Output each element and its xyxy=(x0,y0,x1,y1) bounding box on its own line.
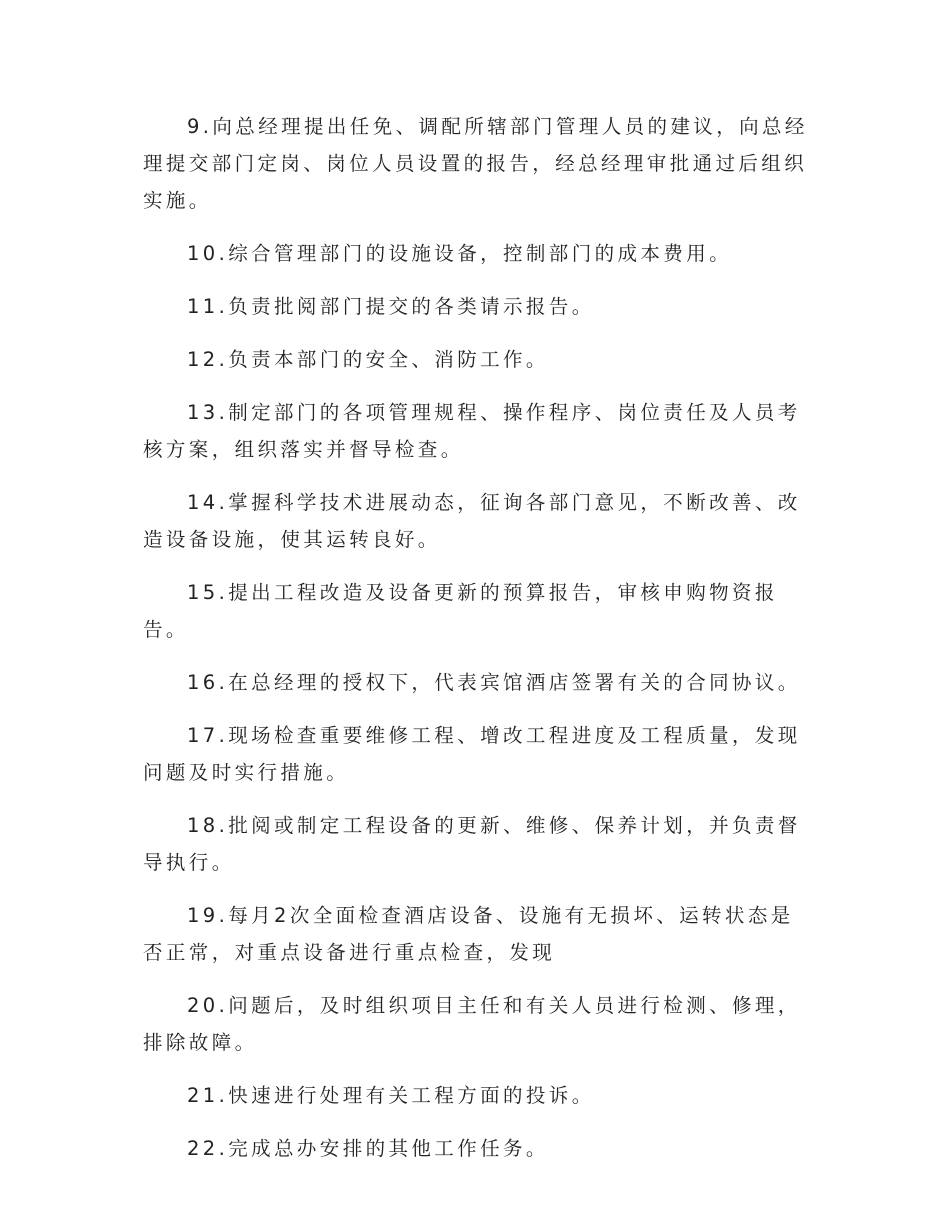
paragraph-item-21: 21.快速进行处理有关工程方面的投诉。 xyxy=(187,1084,595,1107)
paragraph-item-12: 12.负责本部门的安全、消防工作。 xyxy=(187,348,549,371)
paragraph-item-19: 19.每月2次全面检查酒店设备、设施有无损坏、运转状态是否正常，对重点设备进行重点检查，发现 xyxy=(143,904,794,964)
paragraph-item-17: 17.现场检查重要维修工程、增改工程进度及工程质量，发现问题及时实行措施。 xyxy=(143,724,801,784)
paragraph-item-14: 14.掌握科学技术进展动态，征询各部门意见，不断改善、改造设备设施，使其运转良好。 xyxy=(143,491,801,551)
paragraph-item-20: 20.问题后，及时组织项目主任和有关人员进行检测、修理，排除故障。 xyxy=(143,994,801,1054)
document-page xyxy=(143,108,809,1183)
paragraph-item-18: 18.批阅或制定工程设备的更新、维修、保养计划，并负责督导执行。 xyxy=(143,814,801,874)
paragraph-item-22: 22.完成总办安排的其他工作任务。 xyxy=(187,1137,549,1160)
paragraph-item-16: 16.在总经理的授权下，代表宾馆酒店签署有关的合同协议。 xyxy=(187,671,801,694)
paragraph-item-15: 15.提出工程改造及设备更新的预算报告，审核申购物资报告。 xyxy=(143,581,778,641)
paragraph-item-10: 10.综合管理部门的设施设备，控制部门的成本费用。 xyxy=(187,242,733,265)
paragraph-item-13: 13.制定部门的各项管理规程、操作程序、岗位责任及人员考核方案，组织落实并督导检查。 xyxy=(143,401,801,461)
paragraph-item-11: 11.负责批阅部门提交的各类请示报告。 xyxy=(187,295,595,318)
paragraph-item-9: 9.向总经理提出任免、调配所辖部门管理人员的建议，向总经理提交部门定岗、岗位人员设置的报告，经总经理审批通过后组织实施。 xyxy=(143,115,808,212)
